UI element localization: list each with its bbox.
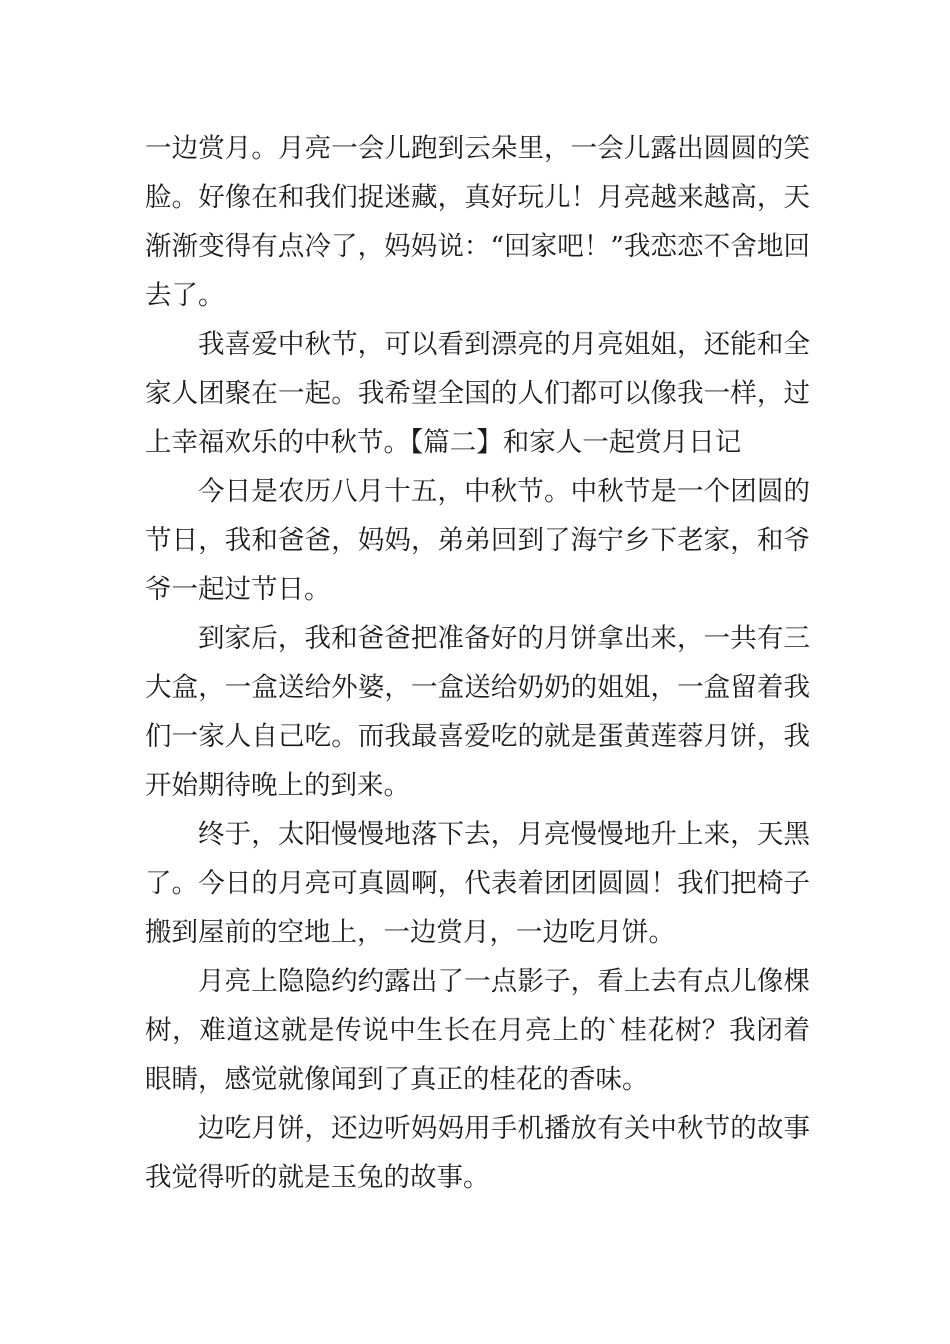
paragraph-2: 我喜爱中秋节，可以看到漂亮的月亮姐姐，还能和全家人团聚在一起。我希望全国的人们都可以像我一样，过上幸福欢乐的中秋节。【篇二】和家人一起赏月日记 [145, 329, 810, 458]
paragraph-5: 终于，太阳慢慢地落下去，月亮慢慢地升上来，天黑了。今日的月亮可真圆啊，代表着团团圆圆！我们把椅子搬到屋前的空地上，一边赏月，一边吃月饼。 [145, 819, 810, 948]
paragraph-6: 月亮上隐隐约约露出了一点影子，看上去有点儿像棵树，难道这就是传说中生长在月亮上的`桂花树？我闭着眼睛，感觉就像闻到了真正的桂花的香味。 [145, 966, 810, 1095]
paragraph-4: 到家后，我和爸爸把准备好的月饼拿出来，一共有三大盒，一盒送给外婆，一盒送给奶奶的姐姐，一盒留着我们一家人自己吃。而我最喜爱吃的就是蛋黄莲蓉月饼，我开始期待晚上的到来。 [145, 623, 810, 801]
paragraph-7: 边吃月饼，还边听妈妈用手机播放有关中秋节的故事我觉得听的就是玉兔的故事。 [145, 1113, 810, 1193]
paragraph-3: 今日是农历八月十五，中秋节。中秋节是一个团圆的节日，我和爸爸，妈妈，弟弟回到了海宁乡下老家，和爷爷一起过节日。 [145, 476, 810, 605]
document-body [145, 124, 810, 1202]
paragraph-1: 一边赏月。月亮一会儿跑到云朵里，一会儿露出圆圆的笑脸。好像在和我们捉迷藏，真好玩儿！月亮越来越高，天渐渐变得有点冷了，妈妈说：“回家吧！”我恋恋不舍地回去了。 [145, 133, 810, 311]
